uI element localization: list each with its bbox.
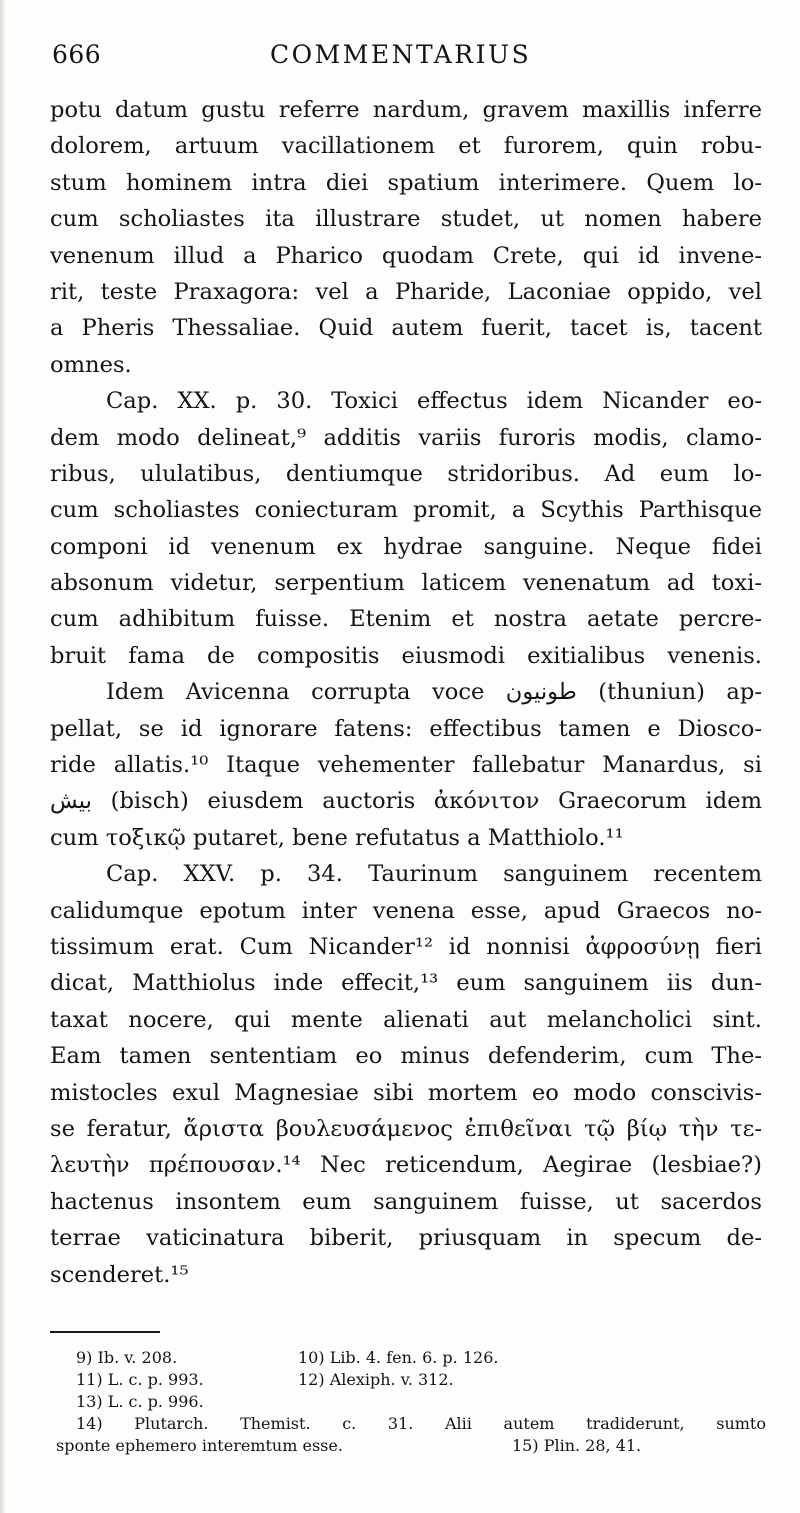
text-line: absonum videtur, serpentium laticem venenatum ad toxi- — [50, 570, 762, 597]
text-line: dolorem, artuum vacillationem et furorem, quin robu- — [50, 133, 762, 160]
footnote-row — [76, 1413, 766, 1435]
text-line: dicat, Matthiolus inde effecit,¹³ eum sanguinem iis dun- — [50, 970, 762, 997]
footnote-14-continued: sponte ephemero interemtum esse. — [56, 1436, 343, 1455]
footnote-row — [76, 1369, 766, 1391]
text-line: بيش (bisch) eiusdem auctoris ἀκόνιτον Graecorum idem — [50, 788, 762, 815]
footnotes — [56, 1347, 766, 1457]
text-line: componi id venenum ex hydrae sanguine. Neque fidei — [50, 533, 762, 560]
text-line: taxat nocere, qui mente alienati aut melancholici sint. — [50, 1006, 762, 1033]
text-line: venenum illud a Pharico quodam Crete, qui id invene- — [50, 242, 762, 269]
text-line: cum τοξικῷ putaret, bene refutatus a Matthiolo.¹¹ — [50, 824, 624, 851]
paragraph-avicenna — [50, 674, 762, 856]
text-line: omnes. — [50, 351, 132, 378]
footnote-row — [56, 1435, 766, 1457]
page-header — [48, 36, 760, 76]
footnote-9: 9) Ib. v. 208. — [76, 1348, 178, 1367]
text-line: ribus, ululatibus, dentiumque stridoribus. Ad eum lo- — [50, 460, 762, 487]
text-line: tissimum erat. Cum Nicander¹² id nonnisi ἀφροσύνῃ fieri — [50, 933, 762, 960]
text-line: Eam tamen sententiam eo minus defenderim, cum The- — [50, 1043, 762, 1070]
footnote-14: 14) Plutarch. Themist. c. 31. Alii autem tradiderunt, sumto — [76, 1414, 766, 1433]
text-line: λευτὴν πρέπουσαν.¹⁴ Nec reticendum, Aegirae (lesbiae?) — [50, 1152, 762, 1179]
text-line: pellat, se id ignorare fatens: effectibus tamen e Diosco- — [50, 715, 762, 742]
text-line: a Pheris Thessaliae. Quid autem fuerit, tacet is, tacent — [50, 315, 762, 342]
page-edge-shadow — [0, 0, 6, 1513]
text-line: stum hominem intra diei spatium interimere. Quem lo- — [50, 169, 762, 196]
text-line: hactenus insontem eum sanguinem fuisse, ut sacerdos — [50, 1188, 762, 1215]
footnote-row — [76, 1391, 766, 1413]
main-text — [50, 92, 762, 1293]
text-line: bruit fama de compositis eiusmodi exitialibus venenis. — [50, 642, 762, 669]
footnote-12: 12) Alexiph. v. 312. — [298, 1370, 454, 1389]
text-line: Cap. XX. p. 30. Toxici effectus idem Nicander eo- — [106, 388, 762, 415]
page-number: 666 — [52, 40, 102, 69]
text-line: mistocles exul Magnesiae sibi mortem eo modo conscivis- — [50, 1079, 762, 1106]
text-line: se feratur, ἄριστα βουλευσάμενος ἐπιθεῖναι τῷ βίῳ τὴν τε- — [50, 1115, 762, 1142]
text-line: ride allatis.¹⁰ Itaque vehementer fallebatur Manardus, si — [50, 752, 762, 779]
text-line: Idem Avicenna corrupta voce طونيون (thuniun) ap- — [106, 679, 762, 706]
text-line: terrae vaticinatura biberit, priusquam in specum de- — [50, 1225, 762, 1252]
footnote-13: 13) L. c. p. 996. — [76, 1392, 204, 1411]
text-line: rit, teste Praxagora: vel a Pharide, Laconiae oppido, vel — [50, 278, 762, 305]
footnote-10: 10) Lib. 4. fen. 6. p. 126. — [298, 1348, 499, 1367]
text-line: cum adhibitum fuisse. Etenim et nostra aetate percre- — [50, 606, 762, 633]
paragraph-cap-xx — [50, 383, 762, 674]
text-line: dem modo delineat,⁹ additis variis furoris modis, clamo- — [50, 424, 762, 451]
footnote-row — [76, 1347, 766, 1369]
footnote-rule — [50, 1331, 160, 1333]
footnote-11: 11) L. c. p. 993. — [76, 1370, 204, 1389]
text-line: potu datum gustu referre nardum, gravem maxillis inferre — [50, 97, 762, 123]
text-line: Cap. XXV. p. 34. Taurinum sanguinem recentem — [106, 861, 762, 888]
running-head: COMMENTARIUS — [270, 40, 532, 69]
paragraph-cap-xxv — [50, 856, 762, 1293]
text-line: cum scholiastes coniecturam promit, a Scythis Parthisque — [50, 497, 762, 524]
text-line: calidumque epotum inter venena esse, apud Graecos no- — [50, 897, 762, 924]
paragraph-nardum — [50, 92, 762, 383]
text-line: scenderet.¹⁵ — [50, 1261, 189, 1288]
text-line: cum scholiastes ita illustrare studet, ut nomen habere — [50, 206, 762, 233]
footnote-15: 15) Plin. 28, 41. — [512, 1436, 642, 1455]
